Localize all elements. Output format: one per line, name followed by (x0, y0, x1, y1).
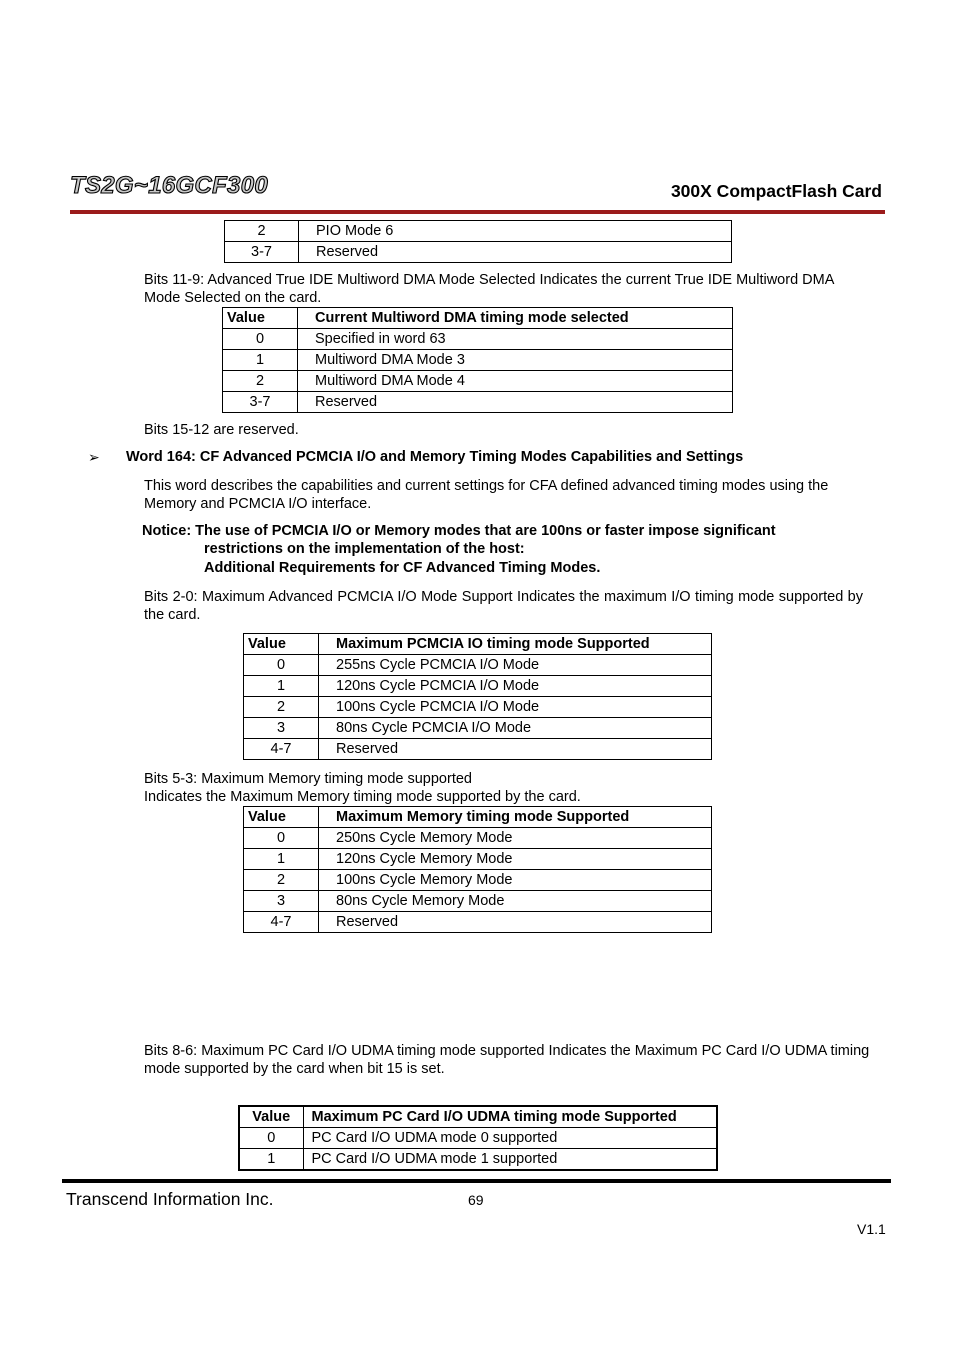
table-row (244, 676, 712, 697)
table-cell-description: Reserved (299, 242, 732, 263)
table-cell-value: 1 (244, 676, 319, 697)
table-cell-value: 1 (223, 350, 298, 371)
column-header-description: Current Multiword DMA timing mode selected (298, 308, 733, 329)
header-divider (70, 210, 885, 214)
table-cell-value: 3 (244, 891, 319, 912)
footer-company-name: Transcend Information Inc. (66, 1189, 274, 1209)
table-cell-description: 250ns Cycle Memory Mode (319, 828, 712, 849)
table-cell-value: 0 (244, 828, 319, 849)
bits-8-6-paragraph: Bits 8-6: Maximum PC Card I/O UDMA timing mode supported Indicates the Maximum PC Card I/O UDMA timing mode supported by the card when bit 15 is set. (144, 1043, 870, 1077)
table-cell-value: 2 (223, 371, 298, 392)
table-cell-value: 3 (244, 718, 319, 739)
column-header-value: Value (239, 1106, 303, 1128)
bits-15-12-paragraph: Bits 15-12 are reserved. (144, 422, 299, 438)
table-cell-description: Specified in word 63 (298, 329, 733, 350)
table-cell-description: PIO Mode 6 (299, 221, 732, 242)
table-row (244, 655, 712, 676)
page-number: 69 (468, 1192, 484, 1208)
table-row (244, 718, 712, 739)
column-header-value: Value (244, 807, 319, 828)
document-title: 300X CompactFlash Card (670, 181, 882, 201)
table-cell-description: Multiword DMA Mode 3 (298, 350, 733, 371)
footer-divider (62, 1179, 891, 1183)
bits-5-3-line-1: Bits 5-3: Maximum Memory timing mode supported (144, 771, 472, 787)
table-row (244, 697, 712, 718)
column-header-value: Value (244, 634, 319, 655)
table-cell-description: 100ns Cycle Memory Mode (319, 870, 712, 891)
table-row (244, 912, 712, 933)
table-cell-value: 4-7 (244, 739, 319, 760)
table-cell-value: 0 (239, 1128, 303, 1149)
table-row (244, 891, 712, 912)
table-cell-description: Reserved (319, 912, 712, 933)
product-logo: TS2G~16GCF300 (70, 172, 268, 199)
column-header-description: Maximum PC Card I/O UDMA timing mode Supported (303, 1106, 717, 1128)
word-164-paragraph: This word describes the capabilities and current settings for CFA defined advanced timing modes using the Memory and PCMCIA I/O interface. (144, 478, 829, 512)
table-row (244, 849, 712, 870)
notice-line-2: restrictions on the implementation of the host: (204, 541, 525, 557)
table-cell-description: 80ns Cycle Memory Mode (319, 891, 712, 912)
table-cell-description: Reserved (319, 739, 712, 760)
table-cell-description: Reserved (298, 392, 733, 413)
table-cell-description: 80ns Cycle PCMCIA I/O Mode (319, 718, 712, 739)
memory-timing-table (243, 806, 712, 933)
bits-5-3-line-2: Indicates the Maximum Memory timing mode supported by the card. (144, 789, 581, 805)
bits-2-0-paragraph: Bits 2-0: Maximum Advanced PCMCIA I/O Mode Support Indicates the maximum I/O timing mode supported by the card. (144, 589, 863, 623)
column-header-description: Maximum Memory timing mode Supported (319, 807, 712, 828)
table-cell-description: PC Card I/O UDMA mode 0 supported (303, 1128, 717, 1149)
document-version: V1.1 (857, 1221, 886, 1237)
bullet-arrow-icon: ➢ (88, 449, 100, 465)
table-header-row (244, 807, 712, 828)
table-cell-description: 120ns Cycle Memory Mode (319, 849, 712, 870)
table-cell-description: 100ns Cycle PCMCIA I/O Mode (319, 697, 712, 718)
table-row (223, 329, 733, 350)
table-cell-value: 4-7 (244, 912, 319, 933)
table-row (244, 739, 712, 760)
table-row (223, 371, 733, 392)
column-header-description: Maximum PCMCIA IO timing mode Supported (319, 634, 712, 655)
table-cell-value: 3-7 (223, 392, 298, 413)
table-row (225, 221, 732, 242)
table-header-row (244, 634, 712, 655)
table-row (239, 1128, 717, 1149)
table-cell-value: 2 (244, 870, 319, 891)
table-row (223, 350, 733, 371)
pio-mode-table-continued (224, 220, 732, 263)
pcmcia-io-timing-table (243, 633, 712, 760)
table-cell-value: 0 (244, 655, 319, 676)
bits-11-9-paragraph: Bits 11-9: Advanced True IDE Multiword DMA Mode Selected Indicates the current True IDE Multiword DMA Mode Selected on the card. (144, 272, 834, 306)
table-row (244, 870, 712, 891)
table-cell-value: 1 (244, 849, 319, 870)
table-cell-value: 1 (239, 1149, 303, 1171)
table-cell-value: 3-7 (225, 242, 299, 263)
multiword-dma-table (222, 307, 733, 413)
table-cell-value: 0 (223, 329, 298, 350)
table-row (223, 392, 733, 413)
table-cell-description: 120ns Cycle PCMCIA I/O Mode (319, 676, 712, 697)
table-cell-value: 2 (225, 221, 299, 242)
table-cell-description: 255ns Cycle PCMCIA I/O Mode (319, 655, 712, 676)
column-header-value: Value (223, 308, 298, 329)
pc-card-udma-table (238, 1105, 718, 1171)
section-heading-word-164: Word 164: CF Advanced PCMCIA I/O and Memory Timing Modes Capabilities and Settings (126, 449, 744, 465)
notice-line-1: Notice: The use of PCMCIA I/O or Memory modes that are 100ns or faster impose significant (142, 523, 776, 539)
notice-line-3: Additional Requirements for CF Advanced Timing Modes. (204, 560, 601, 576)
table-row (244, 828, 712, 849)
table-row (239, 1149, 717, 1171)
table-header-row (223, 308, 733, 329)
table-row (225, 242, 732, 263)
table-cell-description: PC Card I/O UDMA mode 1 supported (303, 1149, 717, 1171)
table-header-row (239, 1106, 717, 1128)
table-cell-value: 2 (244, 697, 319, 718)
table-cell-description: Multiword DMA Mode 4 (298, 371, 733, 392)
